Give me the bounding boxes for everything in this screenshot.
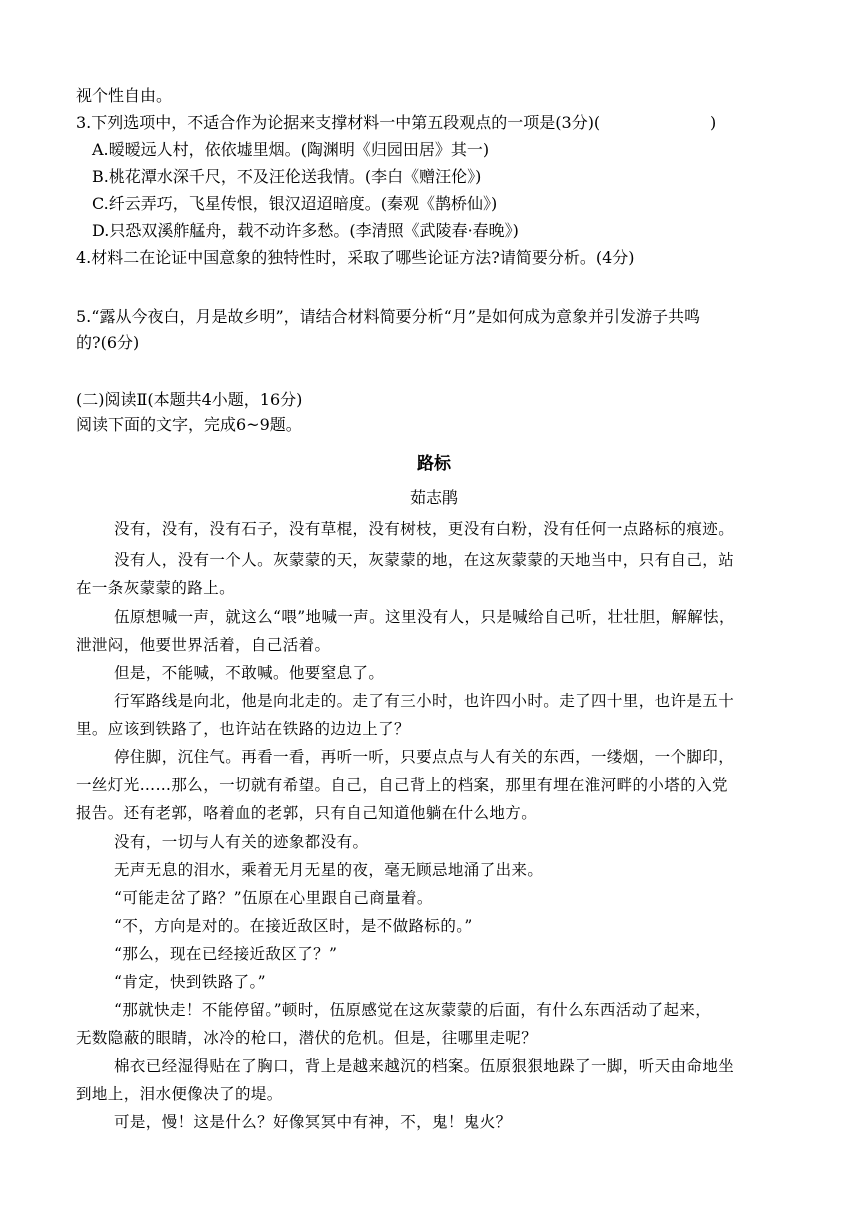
story-line: 可是，慢！这是什么？好像冥冥中有神，不，鬼！鬼火？ [114, 1113, 512, 1131]
story-line: 没有，没有，没有石子，没有草棍，没有树枝，更没有白粉，没有任何一点路标的痕迹。 [114, 520, 735, 538]
story-line: 伍原想喊一声，就这么“喂”地喊一声。这里没有人，只是喊给自己听，壮壮胆，解解怯， [114, 608, 735, 626]
story-title: 路标 [417, 454, 451, 474]
question-4: 4.材料二在论证中国意象的独特性时，采取了哪些论证方法?请简要分析。(4分) [76, 248, 635, 267]
story-line: “可能走岔了路？”伍原在心里跟自己商量着。 [114, 889, 433, 907]
story-line: 报告。还有老郭，咯着血的老郭，只有自己知道他躺在什么地方。 [76, 804, 538, 822]
story-line: “那么，现在已经接近敌区了？” [114, 945, 338, 963]
section-heading: (二)阅读Ⅱ(本题共4小题，16分) [76, 390, 303, 409]
story-line: 没有人，没有一个人。灰蒙蒙的天，灰蒙蒙的地，在这灰蒙蒙的天地当中，只有自己，站 [114, 551, 735, 569]
story-author: 茹志鹃 [409, 488, 458, 507]
answer-blank-close: ) [710, 113, 717, 132]
story-line: 一丝灯光……那么，一切就有希望。自己，自己背上的档案，那里有埋在淮河畔的小塔的入党 [76, 776, 728, 794]
story-line: 无声无息的泪水，乘着无月无星的夜，毫无顾忌地涌了出来。 [114, 861, 544, 879]
question-3-option-c: C.纤云弄巧，飞星传恨，银汉迢迢暗度。(秦观《鹊桥仙》) [92, 194, 498, 213]
story-line: 没有，一切与人有关的迹象都没有。 [114, 833, 369, 851]
story-line: “肯定，快到铁路了。” [114, 973, 266, 991]
story-line: 停住脚，沉住气。再看一看，再听一听，只要点点与人有关的东西，一缕烟，一个脚印， [114, 748, 735, 766]
story-line: 在一条灰蒙蒙的路上。 [76, 579, 236, 597]
question-5-line-2: 的?(6分) [76, 333, 140, 352]
story-line: 棉衣已经湿得贴在了胸口，背上是越来越沉的档案。伍原狠狠地跺了一脚，听天由命地坐 [114, 1057, 735, 1075]
story-line: “不，方向是对的。在接近敌区时，是不做路标的。” [114, 917, 473, 935]
previous-text-line: 视个性自由。 [76, 86, 173, 105]
question-5-line-1: 5.“露从今夜白，月是故乡明”，请结合材料简要分析“月”是如何成为意象并引发游子共鸣 [76, 307, 700, 326]
section-instruction: 阅读下面的文字，完成6~9题。 [76, 415, 302, 434]
story-line: 无数隐蔽的眼睛，冰冷的枪口，潜伏的危机。但是，往哪里走呢？ [76, 1029, 538, 1047]
story-line: 行军路线是向北，他是向北走的。走了有三小时，也许四小时。走了四十里，也许是五十 [114, 692, 735, 710]
question-3-option-a: A.暧暧远人村，依依墟里烟。(陶渊明《归园田居》其一) [92, 140, 490, 159]
story-line: 但是，不能喊，不敢喊。他要窒息了。 [114, 664, 385, 682]
story-line: 到地上，泪水便像决了的堤。 [76, 1085, 283, 1103]
question-3-option-b: B.桃花潭水深千尺，不及汪伦送我情。(李白《赠汪伦》) [92, 167, 482, 186]
story-line: “那就快走！不能停留。”顿时，伍原感觉在这灰蒙蒙的后面，有什么东西活动了起来， [114, 1001, 712, 1019]
story-line: 里。应该到铁路了，也许站在铁路的边边上了？ [76, 720, 410, 738]
question-3-option-d: D.只恐双溪舴艋舟，载不动许多愁。(李清照《武陵春·春晚》) [92, 221, 519, 240]
question-3-stem: 3.下列选项中，不适合作为论据来支撑材料一中第五段观点的一项是(3分)( [76, 113, 601, 132]
story-line: 泄泄闷，他要世界活着，自己活着。 [76, 636, 331, 654]
